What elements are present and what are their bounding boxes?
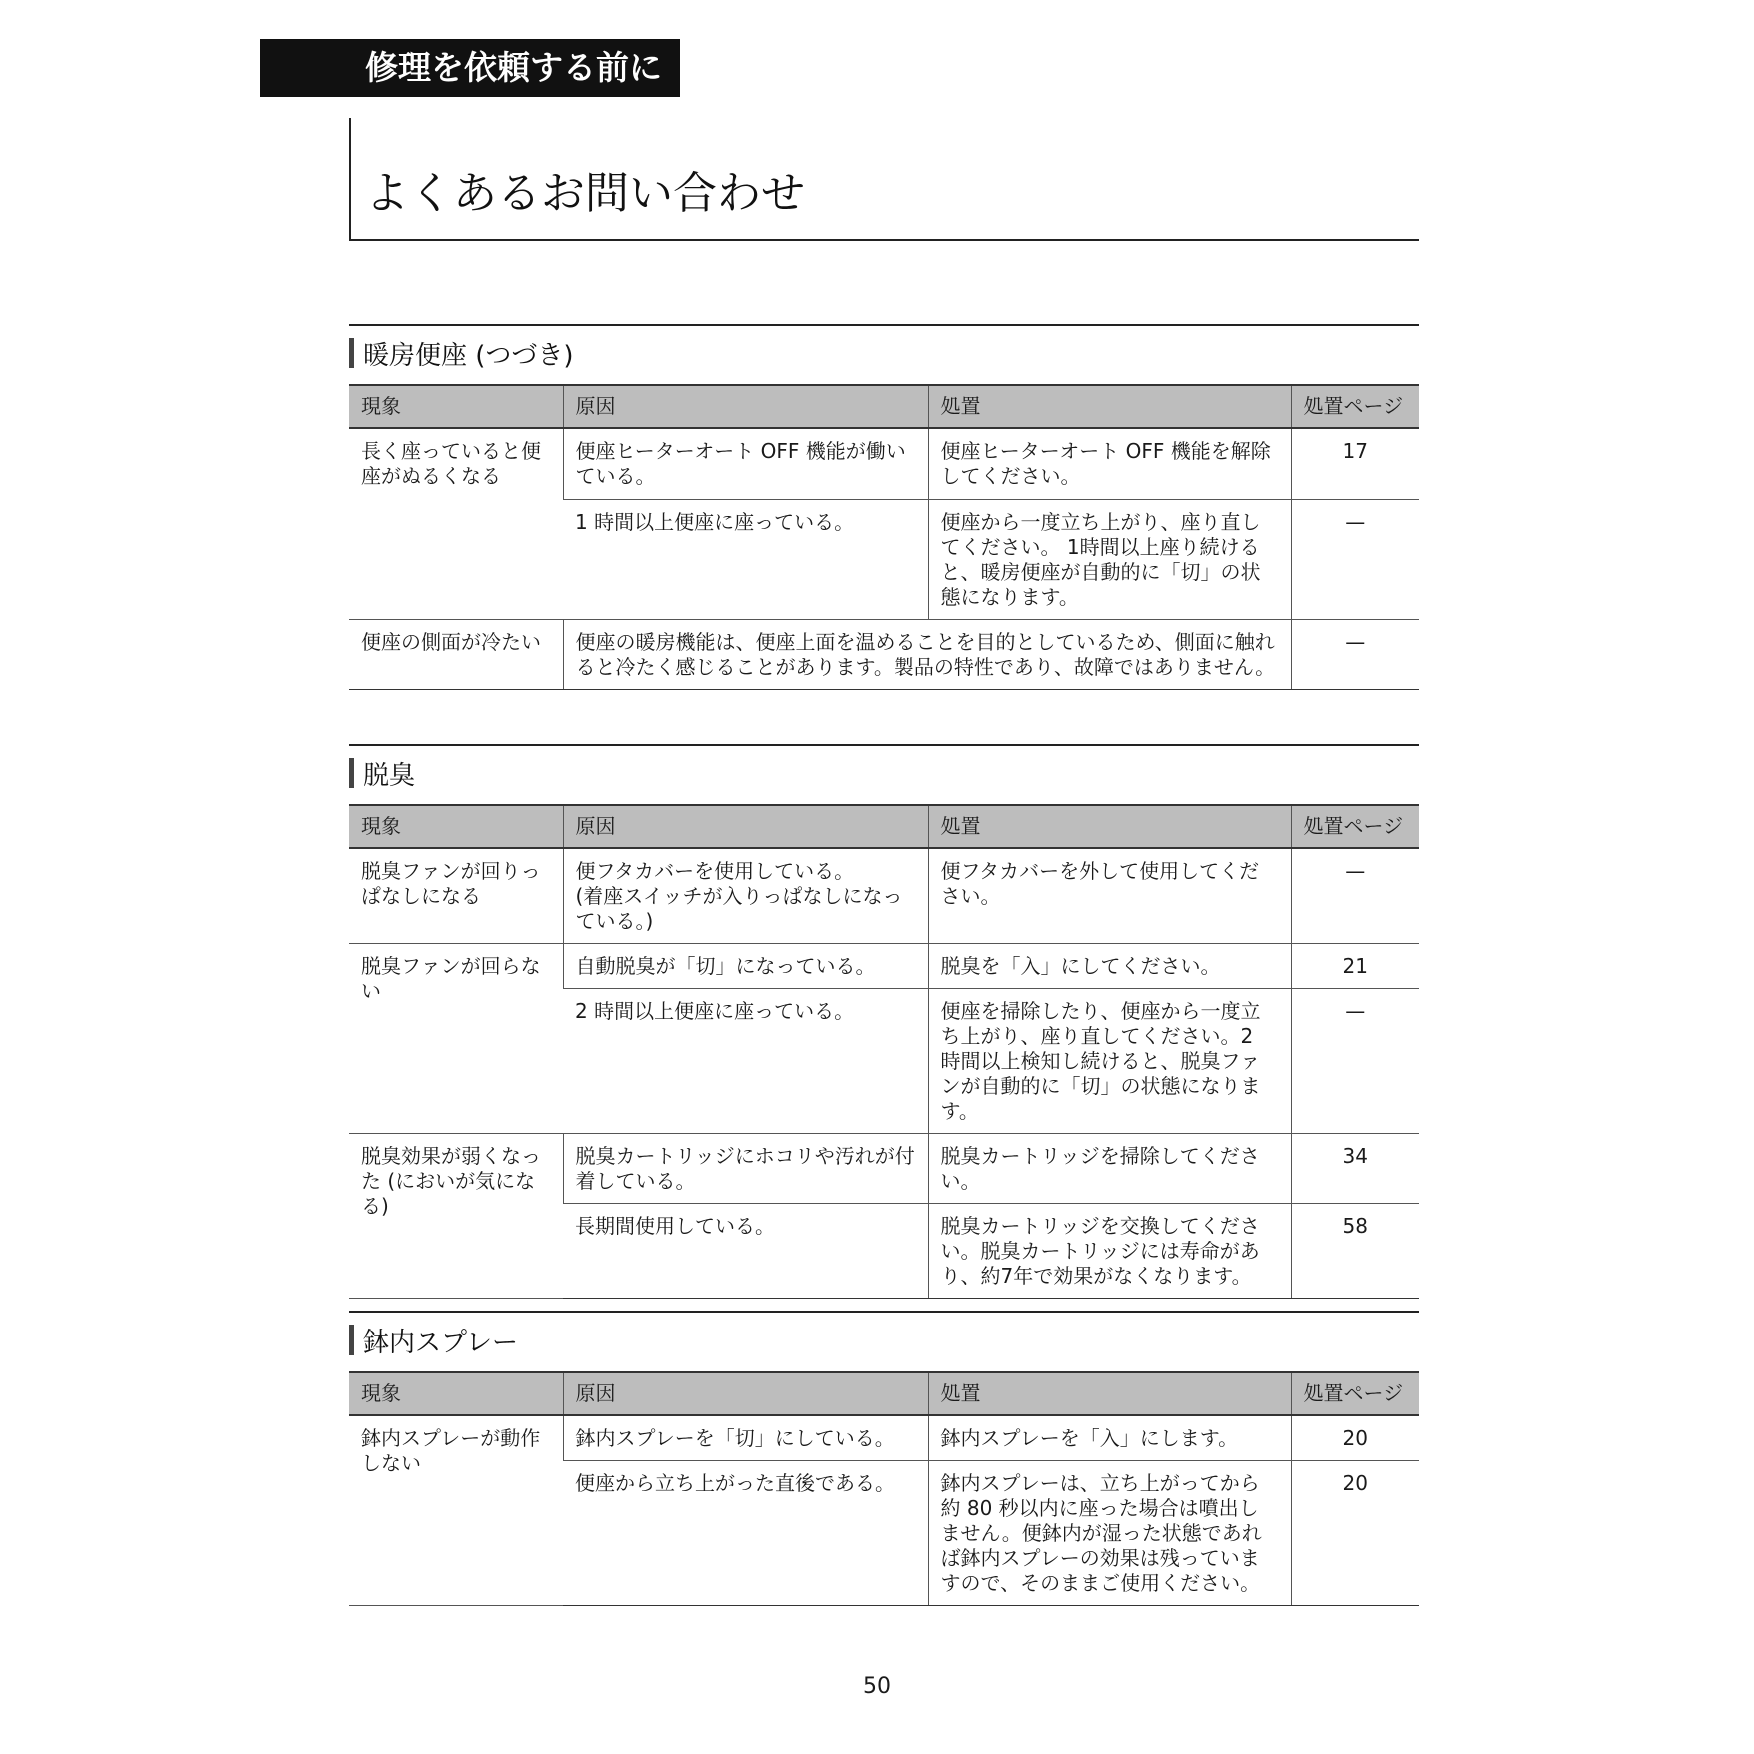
table-row: [349, 944, 1419, 989]
action-cell: 脱臭カートリッジを掃除してください。: [928, 1134, 1291, 1204]
col-header-cause: 原因: [563, 385, 928, 428]
faq-table: [349, 804, 1419, 1299]
section-heading: [349, 326, 1419, 380]
table-row: [349, 619, 1419, 689]
page-ref-cell: —: [1291, 989, 1419, 1134]
col-header-page: 処置ページ: [1291, 385, 1419, 428]
page-ref-cell: 21: [1291, 944, 1419, 989]
table-row: [349, 428, 1419, 499]
col-header-action: 処置: [928, 805, 1291, 848]
col-header-cause: 原因: [563, 1372, 928, 1415]
col-header-symptom: 現象: [349, 1372, 563, 1415]
cause-cell: 長期間使用している。: [563, 1204, 928, 1299]
action-cell: 鉢内スプレーを「入」にします。: [928, 1415, 1291, 1461]
section-title: 鉢内スプレー: [363, 1327, 518, 1358]
action-cell: 便フタカバーを外して使用してください。: [928, 848, 1291, 944]
cause-cell: 便座から立ち上がった直後である。: [563, 1461, 928, 1606]
cause-cell: 便座ヒーターオート OFF 機能が働いている。: [563, 428, 928, 499]
col-header-page: 処置ページ: [1291, 805, 1419, 848]
page-ref-cell: —: [1291, 848, 1419, 944]
section-bowl-spray: [349, 1311, 1419, 1606]
cause-action-cell: 便座の暖房機能は、便座上面を温めることを目的としているため、側面に触れると冷たく感じることがあります。製品の特性であり、故障ではありません。: [563, 619, 1291, 689]
table-header-row: [349, 1372, 1419, 1415]
faq-table: [349, 384, 1419, 690]
symptom-cell: 脱臭ファンが回らない: [349, 944, 563, 1134]
page-ref-cell: 58: [1291, 1204, 1419, 1299]
symptom-cell: 鉢内スプレーが動作しない: [349, 1415, 563, 1606]
section-title: 暖房便座 (つづき): [363, 340, 574, 371]
page-ref-cell: 20: [1291, 1461, 1419, 1606]
section-marker: [349, 338, 354, 368]
cause-cell: 便フタカバーを使用している。 (着座スイッチが入りっぱなしになっている。): [563, 848, 928, 944]
col-header-symptom: 現象: [349, 805, 563, 848]
page-ref-cell: 34: [1291, 1134, 1419, 1204]
col-header-action: 処置: [928, 1372, 1291, 1415]
action-cell: 便座から一度立ち上がり、座り直してください。 1時間以上座り続けると、暖房便座が自動的に「切」の状態になります。: [928, 499, 1291, 619]
cause-cell: 自動脱臭が「切」になっている。: [563, 944, 928, 989]
action-cell: 便座ヒーターオート OFF 機能を解除してください。: [928, 428, 1291, 499]
page-ref-cell: 17: [1291, 428, 1419, 499]
faq-table: [349, 1371, 1419, 1606]
action-cell: 脱臭を「入」にしてください。: [928, 944, 1291, 989]
chapter-tab: [260, 39, 680, 97]
action-cell: 便座を掃除したり、便座から一度立ち上がり、座り直してください。2 時間以上検知し続けると、脱臭ファンが自動的に「切」の状態になります。: [928, 989, 1291, 1134]
col-header-page: 処置ページ: [1291, 1372, 1419, 1415]
title-rule-horizontal: [349, 239, 1419, 241]
section-title: 脱臭: [363, 760, 416, 791]
table-header-row: [349, 805, 1419, 848]
section-heading: [349, 1313, 1419, 1367]
section-heading: [349, 746, 1419, 800]
cause-cell: 鉢内スプレーを「切」にしている。: [563, 1415, 928, 1461]
section-marker: [349, 1325, 354, 1355]
table-row: [349, 848, 1419, 944]
symptom-cell: 便座の側面が冷たい: [349, 619, 563, 689]
symptom-cell: 長く座っていると便座がぬるくなる: [349, 428, 563, 619]
col-header-symptom: 現象: [349, 385, 563, 428]
action-cell: 鉢内スプレーは、立ち上がってから約 80 秒以内に座った場合は噴出しません。便鉢内が湿った状態であれば鉢内スプレーの効果は残っていますので、そのままご使用ください。: [928, 1461, 1291, 1606]
table-row: [349, 1134, 1419, 1204]
action-cell: 脱臭カートリッジを交換してください。脱臭カートリッジには寿命があり、約7年で効果がなくなります。: [928, 1204, 1291, 1299]
chapter-tab-label: 修理を依頼する前に: [365, 48, 662, 87]
cause-cell: 1 時間以上便座に座っている。: [563, 499, 928, 619]
col-header-cause: 原因: [563, 805, 928, 848]
section-marker: [349, 758, 354, 788]
symptom-cell: 脱臭ファンが回りっぱなしになる: [349, 848, 563, 944]
col-header-action: 処置: [928, 385, 1291, 428]
cause-cell: 脱臭カートリッジにホコリや汚れが付着している。: [563, 1134, 928, 1204]
table-row: [349, 1415, 1419, 1461]
page-number: 50: [863, 1674, 891, 1699]
page-ref-cell: —: [1291, 619, 1419, 689]
page-title: よくあるお問い合わせ: [365, 168, 805, 219]
symptom-cell: 脱臭効果が弱くなった (においが気になる): [349, 1134, 563, 1299]
section-heated-seat: [349, 324, 1419, 690]
table-header-row: [349, 385, 1419, 428]
cause-cell: 2 時間以上便座に座っている。: [563, 989, 928, 1134]
title-rule-vertical: [349, 118, 351, 241]
page-ref-cell: 20: [1291, 1415, 1419, 1461]
page-ref-cell: —: [1291, 499, 1419, 619]
section-deodorize: [349, 744, 1419, 1299]
